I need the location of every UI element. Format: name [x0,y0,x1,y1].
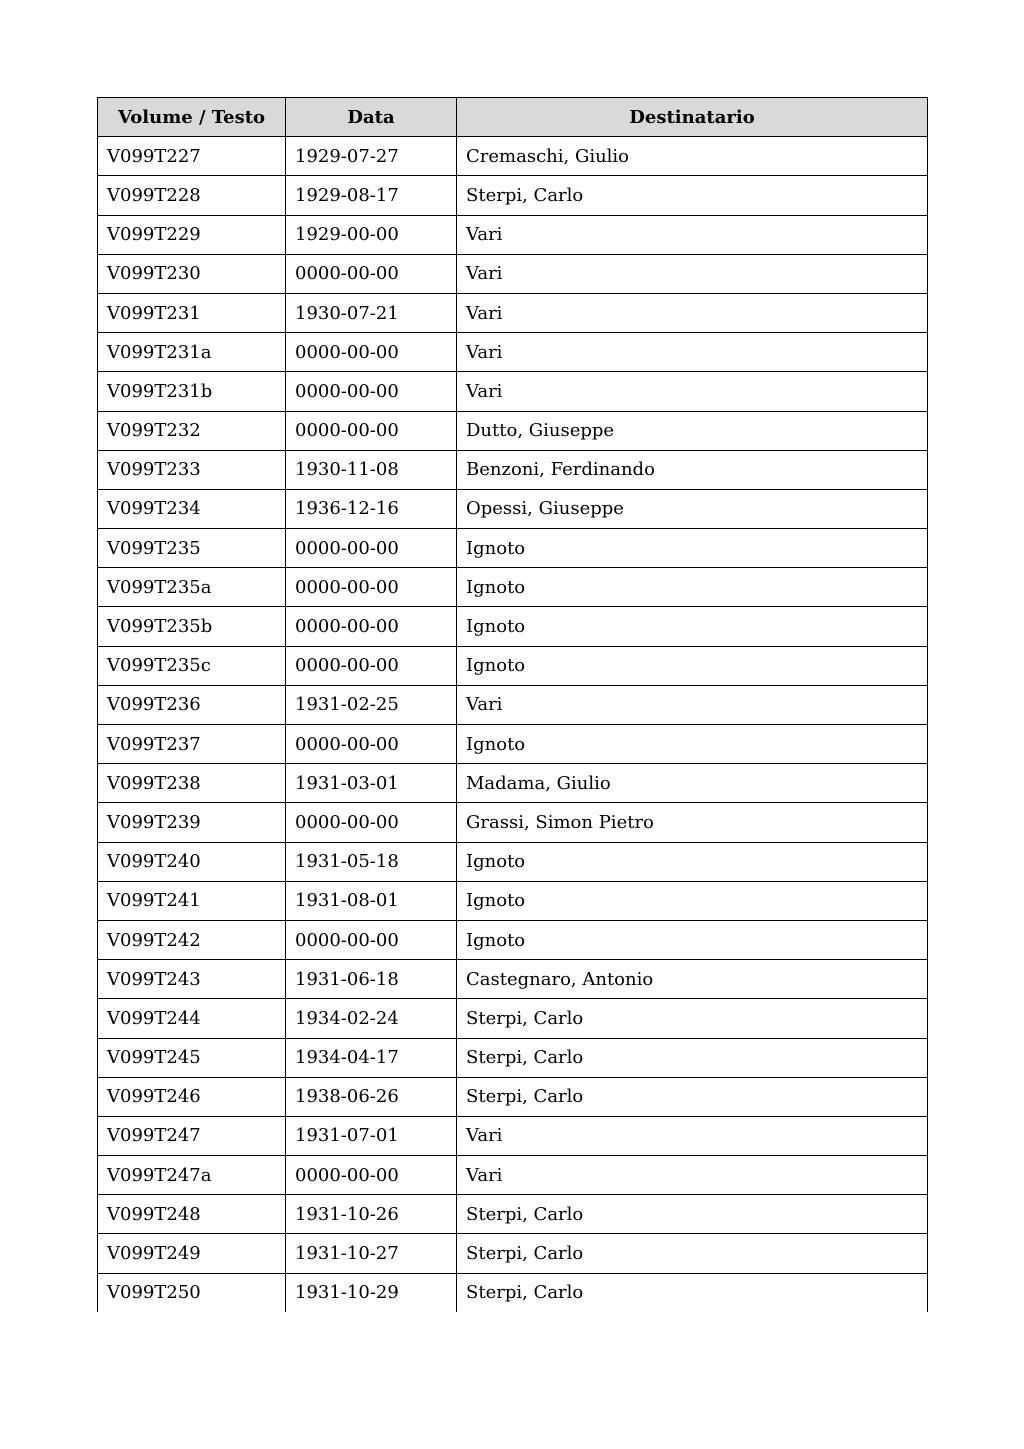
cell-destinatario: Ignoto [457,529,928,568]
cell-data: 0000-00-00 [286,333,457,372]
cell-volume-testo: V099T228 [98,176,286,215]
cell-destinatario: Ignoto [457,646,928,685]
header-volume-testo: Volume / Testo [98,98,286,137]
cell-destinatario: Ignoto [457,881,928,920]
cell-destinatario: Cremaschi, Giulio [457,137,928,176]
table-row [98,999,928,1038]
table-header [98,98,928,137]
cell-destinatario: Ignoto [457,842,928,881]
table-row [98,764,928,803]
cell-data: 1929-00-00 [286,215,457,254]
table-row [98,1273,928,1312]
cell-destinatario: Ignoto [457,568,928,607]
cell-volume-testo: V099T241 [98,881,286,920]
cell-destinatario: Sterpi, Carlo [457,1195,928,1234]
cell-volume-testo: V099T235a [98,568,286,607]
cell-volume-testo: V099T239 [98,803,286,842]
cell-volume-testo: V099T248 [98,1195,286,1234]
cell-volume-testo: V099T231a [98,333,286,372]
cell-volume-testo: V099T232 [98,411,286,450]
table-row [98,1195,928,1234]
cell-destinatario: Vari [457,1156,928,1195]
table-row [98,293,928,332]
cell-destinatario: Castegnaro, Antonio [457,960,928,999]
cell-data: 0000-00-00 [286,725,457,764]
cell-volume-testo: V099T246 [98,1077,286,1116]
table-row [98,1077,928,1116]
cell-data: 0000-00-00 [286,529,457,568]
cell-data: 1929-08-17 [286,176,457,215]
cell-destinatario: Sterpi, Carlo [457,999,928,1038]
cell-data: 1931-03-01 [286,764,457,803]
cell-volume-testo: V099T231b [98,372,286,411]
cell-data: 1936-12-16 [286,489,457,528]
cell-volume-testo: V099T233 [98,450,286,489]
cell-volume-testo: V099T231 [98,293,286,332]
cell-destinatario: Ignoto [457,725,928,764]
table-row [98,881,928,920]
cell-data: 1934-02-24 [286,999,457,1038]
cell-destinatario: Vari [457,254,928,293]
cell-volume-testo: V099T238 [98,764,286,803]
cell-data: 1931-10-26 [286,1195,457,1234]
cell-volume-testo: V099T237 [98,725,286,764]
cell-destinatario: Vari [457,215,928,254]
cell-destinatario: Vari [457,293,928,332]
table-row [98,215,928,254]
cell-volume-testo: V099T247a [98,1156,286,1195]
table-row [98,1234,928,1273]
table-row [98,568,928,607]
letters-table [97,97,928,1312]
cell-volume-testo: V099T236 [98,685,286,724]
cell-volume-testo: V099T227 [98,137,286,176]
cell-volume-testo: V099T230 [98,254,286,293]
cell-destinatario: Benzoni, Ferdinando [457,450,928,489]
cell-destinatario: Madama, Giulio [457,764,928,803]
cell-volume-testo: V099T240 [98,842,286,881]
cell-destinatario: Vari [457,372,928,411]
cell-destinatario: Vari [457,685,928,724]
cell-data: 1929-07-27 [286,137,457,176]
cell-destinatario: Vari [457,1116,928,1155]
table-row [98,176,928,215]
table-row [98,646,928,685]
cell-destinatario: Ignoto [457,920,928,959]
table-row [98,450,928,489]
table-row [98,920,928,959]
cell-data: 1930-11-08 [286,450,457,489]
cell-data: 1931-07-01 [286,1116,457,1155]
cell-data: 0000-00-00 [286,568,457,607]
table-row [98,372,928,411]
cell-volume-testo: V099T234 [98,489,286,528]
cell-destinatario: Ignoto [457,607,928,646]
cell-destinatario: Opessi, Giuseppe [457,489,928,528]
cell-volume-testo: V099T247 [98,1116,286,1155]
table-row [98,333,928,372]
cell-destinatario: Sterpi, Carlo [457,1077,928,1116]
cell-data: 0000-00-00 [286,254,457,293]
table-row [98,529,928,568]
cell-data: 1931-10-29 [286,1273,457,1312]
cell-data: 1934-04-17 [286,1038,457,1077]
cell-data: 1938-06-26 [286,1077,457,1116]
table-row [98,685,928,724]
table-row [98,489,928,528]
cell-data: 0000-00-00 [286,411,457,450]
cell-data: 1931-02-25 [286,685,457,724]
cell-destinatario: Sterpi, Carlo [457,1234,928,1273]
cell-data: 1931-10-27 [286,1234,457,1273]
cell-destinatario: Dutto, Giuseppe [457,411,928,450]
cell-volume-testo: V099T250 [98,1273,286,1312]
cell-volume-testo: V099T243 [98,960,286,999]
cell-data: 0000-00-00 [286,372,457,411]
header-data: Data [286,98,457,137]
cell-destinatario: Sterpi, Carlo [457,1273,928,1312]
cell-data: 1931-06-18 [286,960,457,999]
cell-data: 0000-00-00 [286,803,457,842]
cell-volume-testo: V099T235 [98,529,286,568]
cell-destinatario: Vari [457,333,928,372]
cell-volume-testo: V099T245 [98,1038,286,1077]
cell-data: 1931-08-01 [286,881,457,920]
table-row [98,803,928,842]
cell-destinatario: Sterpi, Carlo [457,1038,928,1077]
cell-volume-testo: V099T229 [98,215,286,254]
table-row [98,960,928,999]
cell-data: 0000-00-00 [286,920,457,959]
table-row [98,137,928,176]
table-row [98,411,928,450]
cell-volume-testo: V099T244 [98,999,286,1038]
table-row [98,254,928,293]
table-row [98,725,928,764]
table-row [98,842,928,881]
table-body [98,137,928,1313]
cell-data: 1931-05-18 [286,842,457,881]
cell-data: 1930-07-21 [286,293,457,332]
cell-volume-testo: V099T235c [98,646,286,685]
cell-data: 0000-00-00 [286,607,457,646]
table-row [98,1038,928,1077]
header-row [98,98,928,137]
table-row [98,1116,928,1155]
header-destinatario: Destinatario [457,98,928,137]
table-row [98,1156,928,1195]
cell-destinatario: Sterpi, Carlo [457,176,928,215]
cell-volume-testo: V099T235b [98,607,286,646]
table-row [98,607,928,646]
cell-data: 0000-00-00 [286,1156,457,1195]
cell-data: 0000-00-00 [286,646,457,685]
cell-destinatario: Grassi, Simon Pietro [457,803,928,842]
cell-volume-testo: V099T242 [98,920,286,959]
cell-volume-testo: V099T249 [98,1234,286,1273]
